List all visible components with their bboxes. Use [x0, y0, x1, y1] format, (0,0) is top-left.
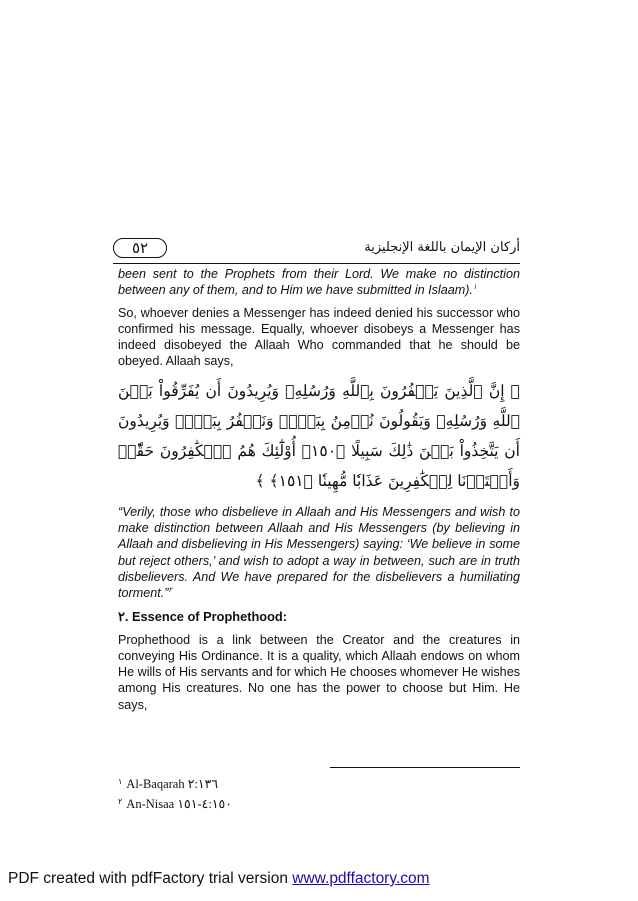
footnote-item — [118, 793, 518, 813]
page-header — [113, 238, 520, 260]
pdf-creator-banner — [8, 870, 430, 888]
footnote-ref: ٢ — [168, 587, 173, 595]
footnote-item — [118, 773, 518, 793]
book-title: أركان الإيمان باللغة الإنجليزية — [364, 240, 520, 255]
footnote-text: Al-Baqarah ٢:١٣٦ — [126, 777, 219, 791]
paragraph-continuation — [118, 266, 520, 299]
verse-translation — [118, 504, 520, 602]
footnote-ref: ١ — [472, 284, 477, 292]
paragraph-denial: So, whoever denies a Messenger has indeed denied his successor who confirmed his message. Equally, whoever disobeys a Messenger has indeed disobeyed the Allaah Who commanded that he should be obeyed. Allaah says, — [118, 305, 520, 369]
pdffactory-link[interactable]: www.pdffactory.com — [292, 870, 430, 887]
footnote-text: An-Nisaa ٤:١٥٠-١٥١ — [126, 797, 232, 811]
page-number-badge: ٥٢ — [113, 238, 167, 258]
translation-text: “Verily, those who disbelieve in Allaah and His Messengers and wish to make distinction between Allaah and His Messengers (by believing in Allaah and disbelieving in His Messengers) saying: ‘We believe in some but reject others,’ and wish to adopt a way in between, such are in truth disbelievers. And We have prepared for the disbelievers a humiliating torment.” — [118, 504, 520, 601]
footnote-divider — [330, 767, 520, 768]
paragraph-prophethood: Prophethood is a link between the Creator and the creatures in conveying His Ordinance. It is a quality, which Allaah endows on whom He wills of His servants and for which He chooses whomever He wishes among His creatures. No one has the power to choose but Him. He says, — [118, 632, 520, 712]
quran-verse-arabic: ﴿ إِنَّ ٱلَّذِينَ يَكۡفُرُونَ بِٱللَّهِ وَرُسُلِهِۦ وَيُرِيدُونَ أَن يُفَرِّقُواْ بَيۡنَ ٱللَّهِ وَرُسُلِهِۦ وَيَقُولُونَ نُؤۡمِنُ بِبَعۡضٖ وَنَكۡفُرُ بِبَعۡضٖ وَيُرِيدُونَ أَن يَتَّخِذُواْ بَيۡنَ ذَٰلِكَ سَبِيلًا ﴿١٥٠﴾ أُوْلَٰٓئِكَ هُمُ ٱلۡكَٰفِرُونَ حَقّٗاۚ وَأَعۡتَدۡنَا لِلۡكَٰفِرِينَ عَذَابٗا مُّهِينٗا ﴿١٥١﴾ ﴾ — [118, 381, 520, 490]
paragraph-text: been sent to the Prophets from their Lord. We make no distinction between any of them, and to Him we have submitted in Islaam). — [118, 267, 520, 298]
banner-text: PDF created with pdfFactory trial version — [8, 870, 293, 887]
footnote-number: ٢ — [118, 797, 123, 806]
footnote-number: ١ — [118, 777, 123, 786]
header-divider — [113, 263, 520, 264]
footnotes — [118, 773, 518, 813]
section-heading: ٢. Essence of Prophethood: — [118, 608, 287, 624]
main-content — [118, 266, 520, 713]
